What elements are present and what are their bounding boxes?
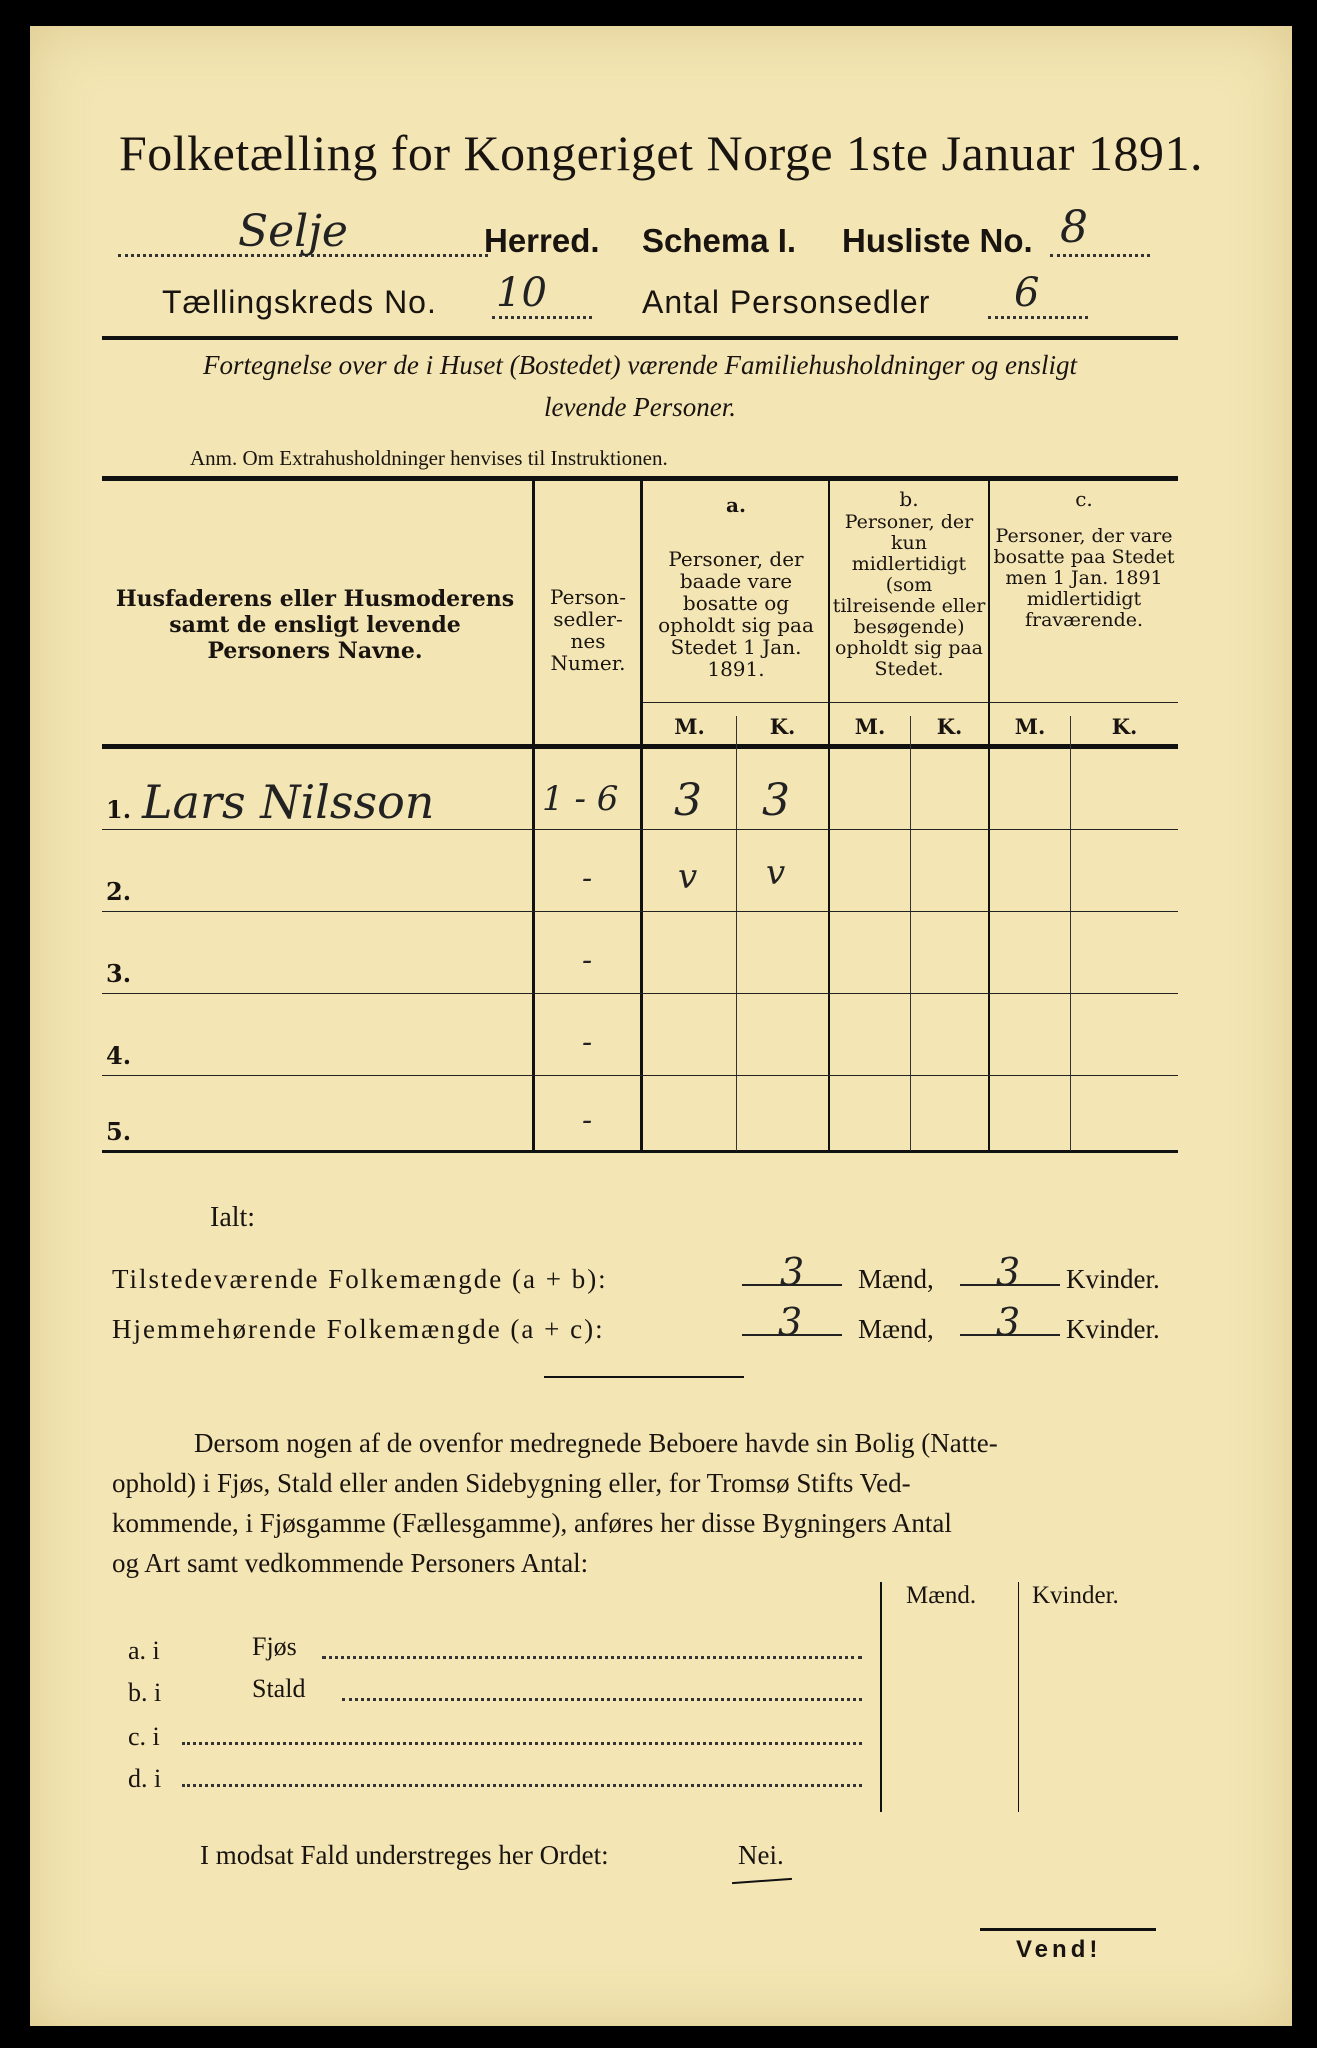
fjos-row-c-dots bbox=[182, 1742, 862, 1745]
nei-instruction: I modsat Fald understreges her Ordet: bbox=[200, 1840, 609, 1870]
row-rule bbox=[102, 829, 1178, 830]
census-form bbox=[30, 26, 1292, 2026]
vend-label: Vend! bbox=[1016, 1936, 1102, 1963]
kvinder-label: Kvinder. bbox=[1066, 1264, 1160, 1294]
fjos-row-b-dots bbox=[342, 1698, 862, 1701]
fjos-paragraph-line: ophold) i Fjøs, Stald eller anden Sidebygning eller, for Tromsø Stifts Ved- bbox=[112, 1468, 911, 1498]
table-row bbox=[102, 831, 1178, 913]
col-b-m: M. bbox=[854, 714, 886, 739]
person-name: Lars Nilsson bbox=[142, 775, 435, 829]
herred-label: Herred. bbox=[484, 222, 600, 259]
husliste-field bbox=[1050, 202, 1154, 260]
row-number: 4. bbox=[106, 1041, 132, 1070]
row-number: 5. bbox=[106, 1117, 132, 1146]
fjos-col-divider bbox=[1018, 1582, 1019, 1812]
nei-word: Nei. bbox=[738, 1840, 784, 1870]
col-c-header: Personer, der vare bosatte paa Stedet men 1 Jan. 1891 midlertidigt fraværende. bbox=[993, 525, 1175, 631]
col-c-m: M. bbox=[1014, 714, 1046, 739]
row-number: 2. bbox=[106, 877, 132, 906]
schema-label: Schema I. bbox=[642, 222, 797, 259]
antal-dotted-line bbox=[988, 316, 1088, 319]
mk-rule bbox=[643, 702, 1178, 704]
maend-label: Mænd, bbox=[858, 1264, 934, 1294]
col-a-m-value: 3 bbox=[674, 775, 702, 826]
fjos-row-a-dots bbox=[322, 1656, 862, 1659]
personseddel-number: 1 - 6 bbox=[542, 779, 619, 819]
anm-note: Anm. Om Extrahusholdninger henvises til Instruktionen. bbox=[190, 446, 668, 470]
tilstedevaerende-label: Tilstedeværende Folkemængde (a + b): bbox=[112, 1264, 608, 1294]
fjos-row-b-label: b. i bbox=[128, 1678, 162, 1707]
fjos-row-d-label: d. i bbox=[128, 1764, 162, 1793]
tilst-k-field bbox=[960, 1250, 1070, 1296]
herred-value: Selje bbox=[238, 206, 348, 257]
table-row bbox=[102, 1077, 1178, 1151]
fjos-col-divider bbox=[880, 1582, 882, 1812]
personseddel-number: - bbox=[582, 1103, 593, 1138]
row-rule bbox=[102, 993, 1178, 994]
col-b-letter: b. bbox=[899, 487, 919, 511]
kvinder-label: Kvinder. bbox=[1066, 1314, 1160, 1344]
hjem-k-value: 3 bbox=[996, 1300, 1021, 1344]
col-num-header: Person-sedler-nes Numer. bbox=[550, 585, 626, 675]
nei-underline bbox=[732, 1878, 792, 1884]
header-rule bbox=[102, 336, 1178, 340]
hjem-m-line bbox=[742, 1334, 842, 1336]
fjos-paragraph-line: Dersom nogen af de ovenfor medregnede Beboere havde sin Bolig (Natte- bbox=[194, 1428, 998, 1458]
antal-label: Antal Personsedler bbox=[642, 284, 931, 320]
tilst-k-line bbox=[960, 1284, 1060, 1286]
col-a-header: Personer, der baade vare bosatte og opholdt sig paa Stedet 1 Jan. 1891. bbox=[658, 547, 814, 681]
fjos-paragraph-line: kommende, i Fjøsgamme (Fællesgamme), anføres her disse Bygningers Antal bbox=[112, 1508, 952, 1538]
hjem-m-field bbox=[742, 1300, 852, 1346]
table-row bbox=[102, 995, 1178, 1077]
husliste-dotted-line bbox=[1050, 254, 1150, 257]
fjos-row-a-label: a. i bbox=[128, 1636, 160, 1665]
tilst-m-field bbox=[742, 1250, 852, 1296]
intro-line-1: Fortegnelse over de i Huset (Bostedet) værende Familiehusholdninger og ensligt bbox=[202, 350, 1078, 380]
col-a-k-value: 3 bbox=[762, 775, 790, 826]
tilst-m-line bbox=[742, 1284, 842, 1286]
personseddel-number: - bbox=[582, 861, 593, 896]
form-title: Folketælling for Kongeriget Norge 1ste Januar 1891. bbox=[118, 125, 1204, 181]
tilst-k-value: 3 bbox=[996, 1250, 1021, 1294]
personseddel-number: - bbox=[582, 1025, 593, 1060]
fjos-row-d-dots bbox=[182, 1784, 862, 1787]
col-c-letter: c. bbox=[1075, 487, 1093, 511]
col-b-header: Personer, der kun midlertidigt (som tilreisende eller besøgende) opholdt sig paa Stedet. bbox=[832, 511, 986, 680]
col-b-k: K. bbox=[936, 714, 963, 739]
separator-rule bbox=[544, 1376, 744, 1378]
table-row bbox=[102, 749, 1178, 831]
hjemmehorende-label: Hjemmehørende Folkemængde (a + c): bbox=[112, 1314, 605, 1344]
taellingskreds-field bbox=[492, 270, 602, 326]
taellingskreds-value: 10 bbox=[496, 270, 547, 316]
fjos-maend-header: Mænd. bbox=[906, 1582, 977, 1609]
taellingskreds-dotted-line bbox=[492, 316, 592, 319]
col-a-k-value: v bbox=[766, 853, 786, 893]
col-a-k: K. bbox=[769, 714, 796, 739]
taellingskreds-label: Tællingskreds No. bbox=[162, 284, 437, 320]
fjos-row-c-label: c. i bbox=[128, 1722, 160, 1751]
col-a-m-value: v bbox=[678, 857, 698, 897]
herred-field bbox=[118, 206, 498, 258]
hjem-m-value: 3 bbox=[778, 1300, 803, 1344]
tilst-m-value: 3 bbox=[780, 1250, 805, 1294]
husliste-label: Husliste No. bbox=[842, 222, 1033, 259]
intro-line-2: levende Personer. bbox=[544, 392, 736, 422]
vend-rule bbox=[980, 1928, 1156, 1931]
antal-field bbox=[988, 270, 1098, 326]
hjem-k-line bbox=[960, 1334, 1060, 1336]
col-c-k: K. bbox=[1111, 714, 1138, 739]
fjos-kvinder-header: Kvinder. bbox=[1032, 1582, 1119, 1609]
row-rule bbox=[102, 911, 1178, 912]
maend-label: Mænd, bbox=[858, 1314, 934, 1344]
husliste-value: 8 bbox=[1060, 202, 1088, 253]
personseddel-number: - bbox=[582, 943, 593, 978]
fjos-row-a-text: Fjøs bbox=[252, 1632, 297, 1661]
row-rule bbox=[102, 1075, 1178, 1076]
fjos-paragraph-line: og Art samt vedkommende Personers Antal: bbox=[112, 1548, 589, 1578]
hjem-k-field bbox=[960, 1300, 1070, 1346]
table-row bbox=[102, 913, 1178, 995]
ialt-label: Ialt: bbox=[210, 1202, 256, 1233]
row-number: 3. bbox=[106, 959, 132, 988]
col-a-letter: a. bbox=[726, 493, 746, 517]
row-number: 1. bbox=[106, 795, 132, 824]
antal-value: 6 bbox=[1014, 270, 1040, 316]
col-name-header: Husfaderens eller Husmoderens samt de ensligt levende Personers Navne. bbox=[115, 586, 515, 664]
col-a-m: M. bbox=[674, 714, 705, 739]
fjos-row-b-text: Stald bbox=[252, 1674, 306, 1703]
